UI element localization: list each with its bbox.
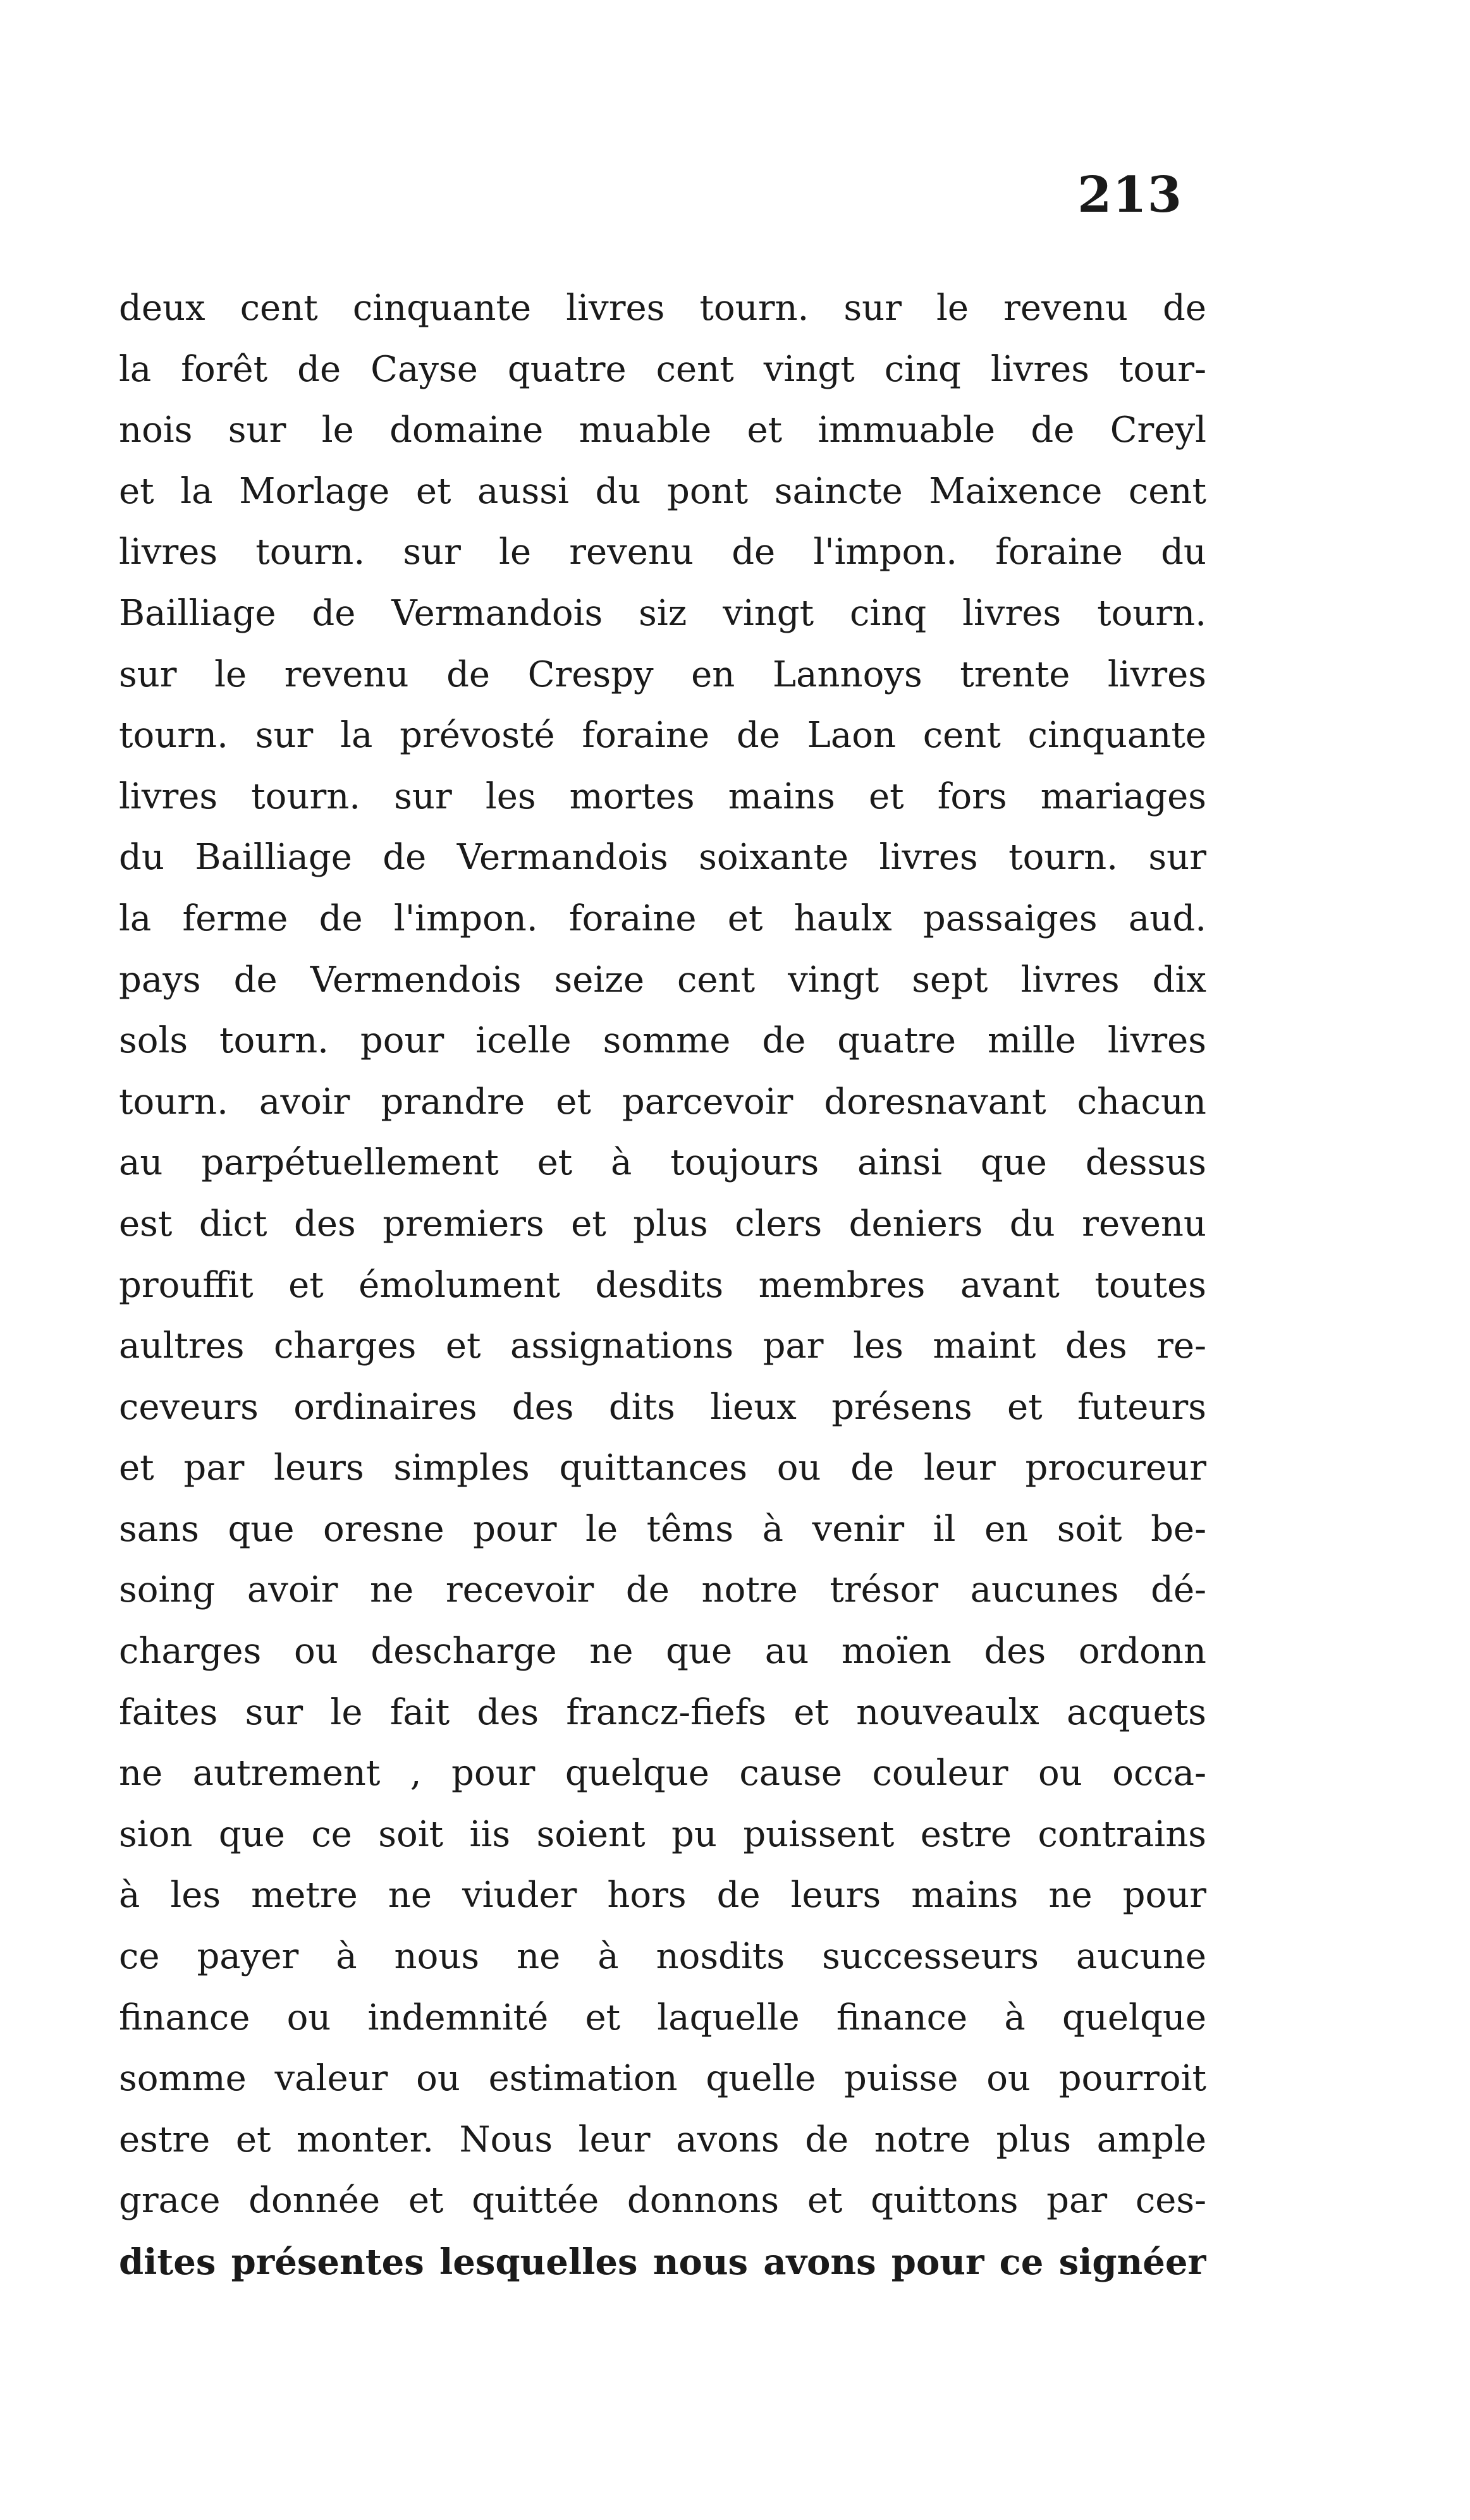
text-line: sur le revenu de Crespy en Lannoys trente livres <box>119 654 1206 695</box>
text-line: faites sur le fait des francz-fiefs et nouveaulx acquets <box>119 1691 1206 1733</box>
text-line: Bailliage de Vermandois siz vingt cinq livres tourn. <box>119 592 1206 634</box>
text-line: et par leurs simples quittances ou de leur procureur <box>119 1447 1206 1489</box>
text-line: charges ou descharge ne que au moïen des ordonn <box>119 1631 1206 1672</box>
text-line: nois sur le domaine muable et immuable de Creyl <box>119 410 1206 451</box>
text-line: ceveurs ordinaires des dits lieux présens et futeurs <box>119 1386 1206 1428</box>
text-line: sion que ce soit iis soient pu puissent estre contrains <box>119 1813 1206 1855</box>
text-line: ce payer à nous ne à nosdits successeurs aucune <box>119 1936 1206 1978</box>
text-line: tourn. avoir prandre et parcevoir doresnavant chacun <box>119 1081 1206 1123</box>
body-text <box>119 278 1206 2293</box>
text-line: grace donnée et quittée donnons et quittons par ces- <box>119 2180 1206 2222</box>
text-line: sans que oresne pour le têms à venir il en soit be- <box>119 1508 1206 1550</box>
text-line: soing avoir ne recevoir de notre trésor aucunes dé- <box>119 1569 1206 1611</box>
text-line: livres tourn. sur le revenu de l'impon. foraine du <box>119 532 1206 573</box>
page-number: 213 <box>1077 166 1182 224</box>
text-line: somme valeur ou estimation quelle puisse ou pourroit <box>119 2058 1206 2100</box>
text-line: sols tourn. pour icelle somme de quatre mille livres <box>119 1020 1206 1062</box>
text-line: ne autrement , pour quelque cause couleur ou occa- <box>119 1753 1206 1794</box>
text-line: aultres charges et assignations par les maint des re- <box>119 1325 1206 1367</box>
text-line: dites présentes lesquelles nous avons pour ce signéer <box>119 2241 1206 2283</box>
text-line: du Bailliage de Vermandois soixante livres tourn. sur <box>119 837 1206 879</box>
text-line: au parpétuellement et à toujours ainsi que dessus <box>119 1142 1206 1184</box>
text-line: et la Morlage et aussi du pont saincte Maixence cent <box>119 470 1206 512</box>
text-line: livres tourn. sur les mortes mains et fors mariages <box>119 776 1206 817</box>
text-line: la forêt de Cayse quatre cent vingt cinq livres tour- <box>119 348 1206 390</box>
text-line: est dict des premiers et plus clers deniers du revenu <box>119 1203 1206 1245</box>
text-line: estre et monter. Nous leur avons de notre plus ample <box>119 2119 1206 2160</box>
text-line: prouffit et émolument desdits membres avant toutes <box>119 1264 1206 1306</box>
text-line: la ferme de l'impon. foraine et haulx passaiges aud. <box>119 898 1206 939</box>
text-line: à les metre ne viuder hors de leurs mains ne pour <box>119 1875 1206 1916</box>
text-line: finance ou indemnité et laquelle finance à quelque <box>119 1997 1206 2038</box>
text-line: tourn. sur la prévosté foraine de Laon cent cinquante <box>119 715 1206 757</box>
text-line: pays de Vermendois seize cent vingt sept livres dix <box>119 959 1206 1001</box>
text-line: deux cent cinquante livres tourn. sur le revenu de <box>119 288 1206 329</box>
